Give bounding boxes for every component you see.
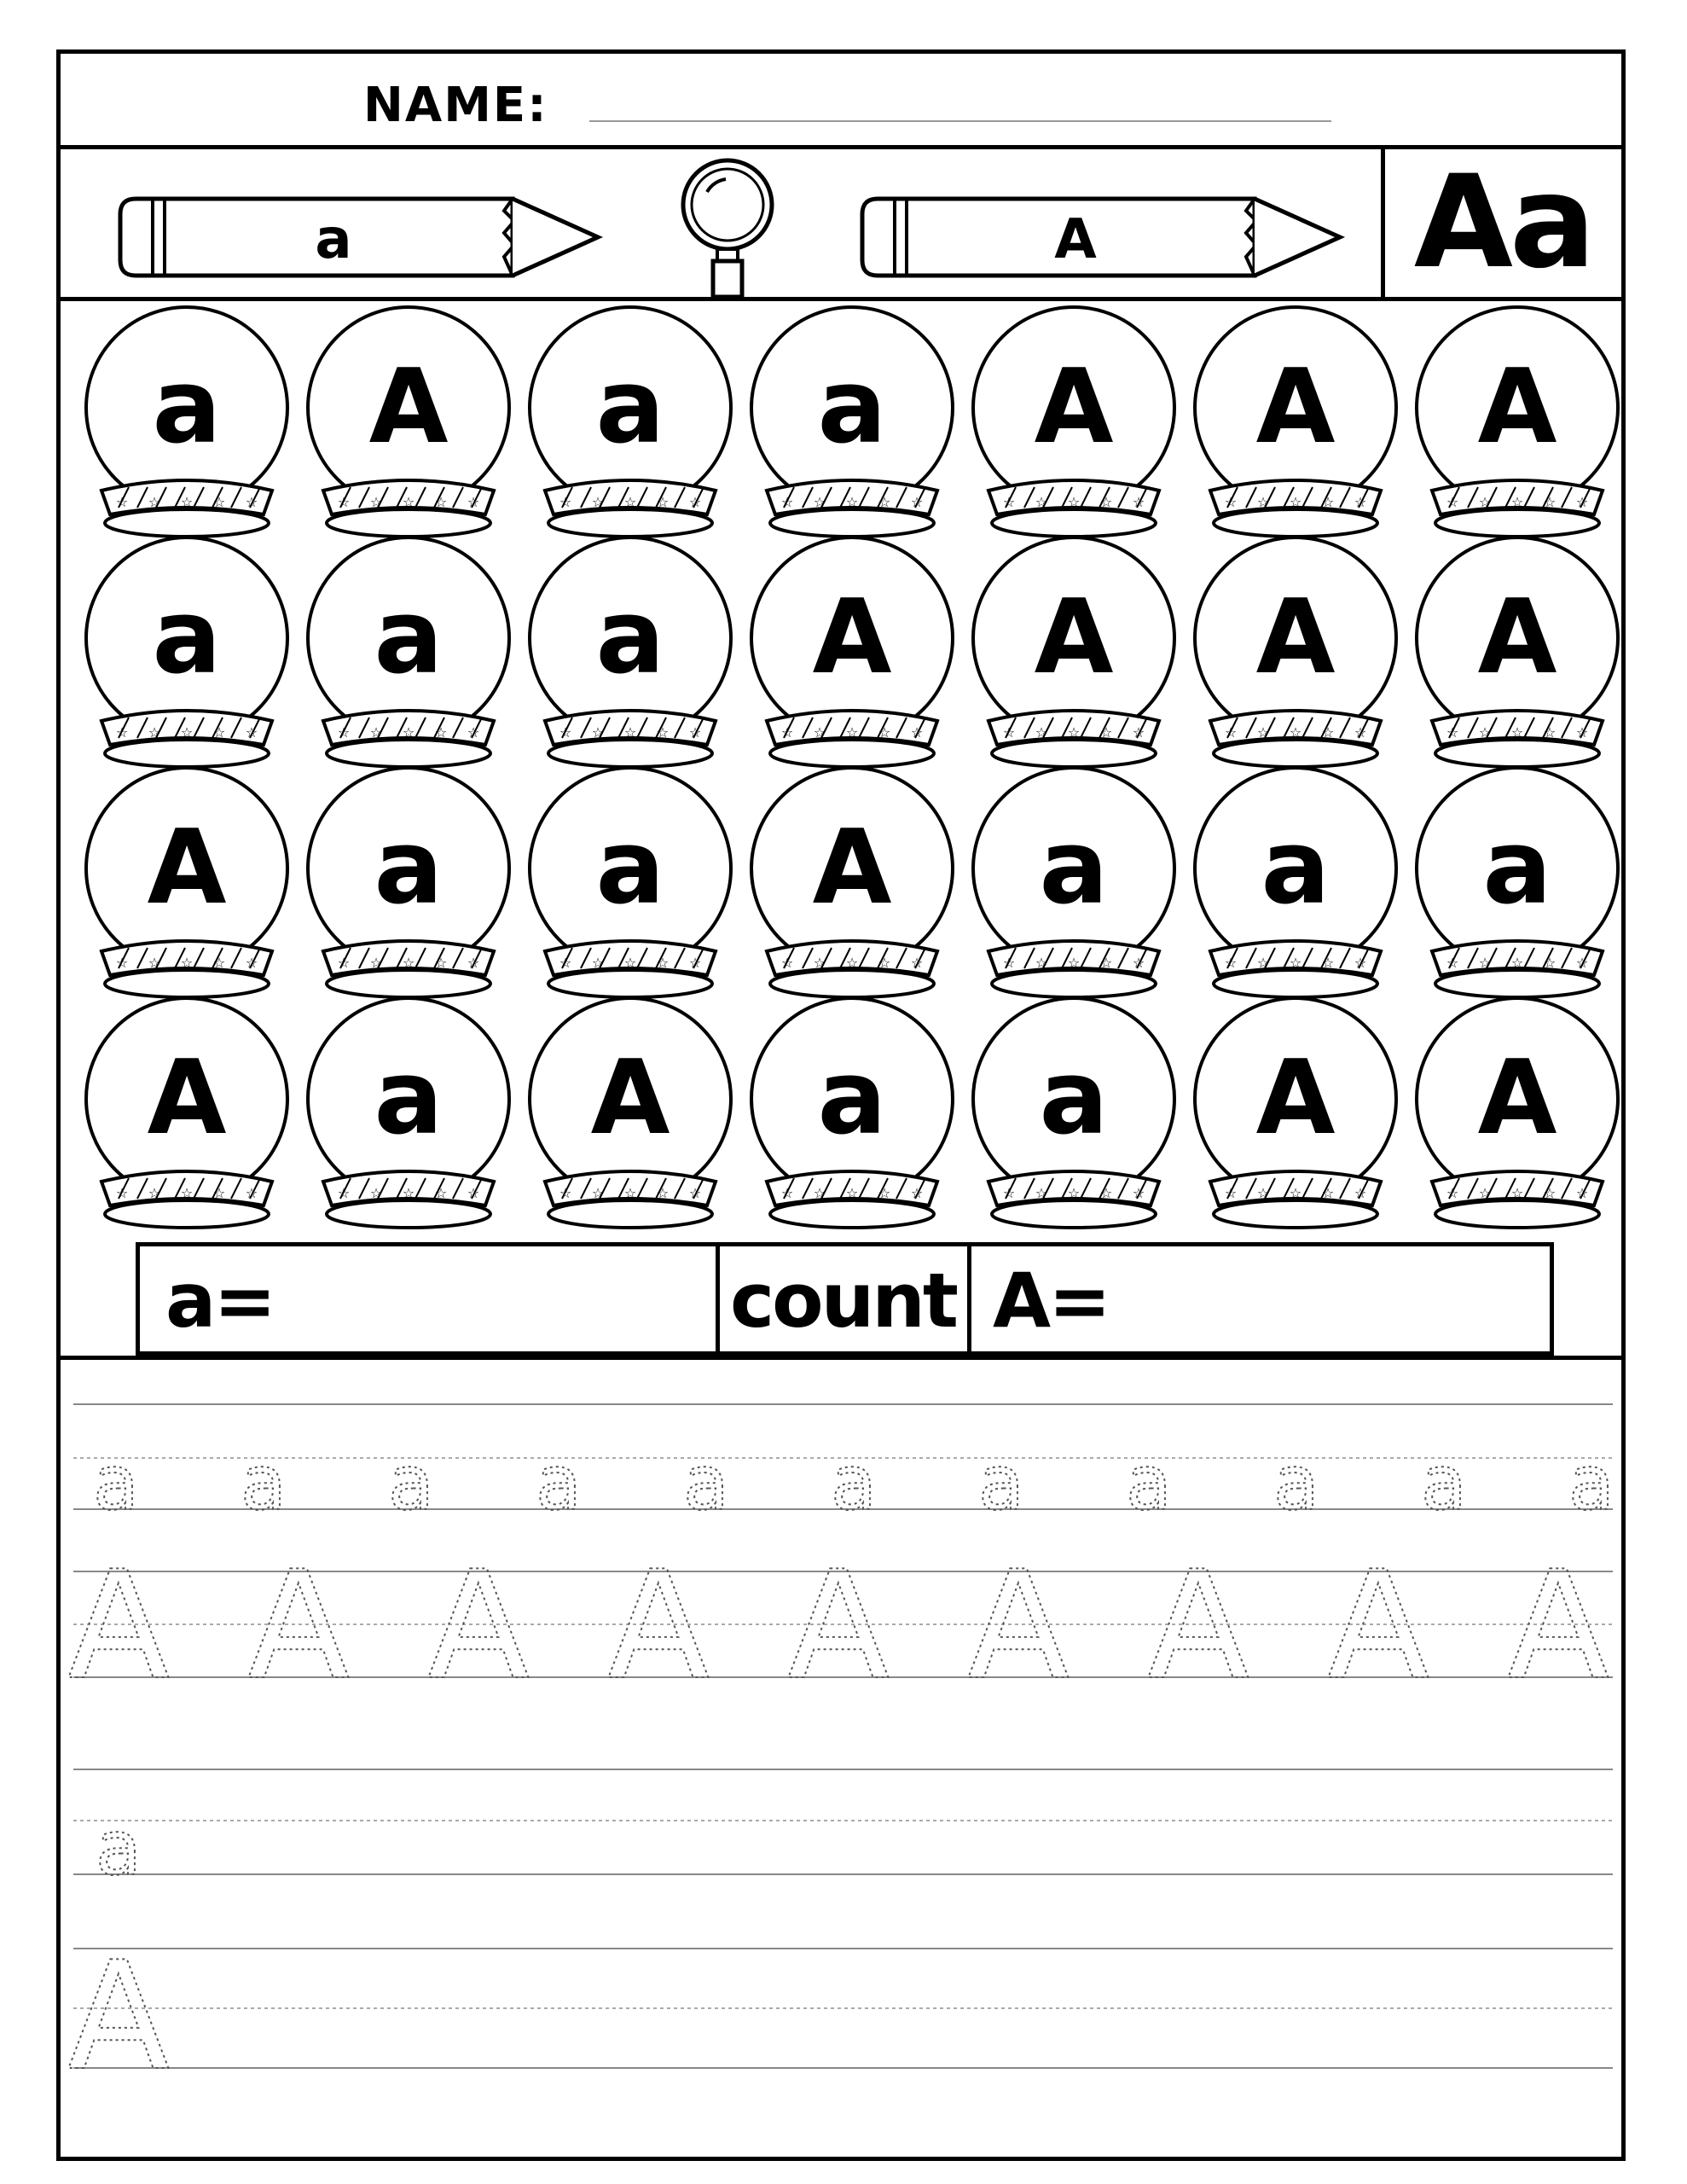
globe-base-rim (1214, 970, 1377, 997)
trace-letter-lower: a (388, 1439, 434, 1527)
trace-letter-upper: A (427, 1540, 530, 1713)
star-icon: ☆ (1575, 955, 1589, 971)
star-icon: ☆ (1289, 1185, 1302, 1201)
star-icon: ☆ (813, 724, 826, 741)
star-icon: ☆ (148, 1185, 161, 1201)
globe-base-rim (327, 1200, 490, 1228)
star-icon: ☆ (369, 724, 383, 741)
star-icon: ☆ (115, 1185, 129, 1201)
star-icon: ☆ (1575, 494, 1589, 510)
star-icon: ☆ (1099, 955, 1113, 971)
globe-letter: a (817, 348, 887, 467)
snow-globe[interactable] (308, 768, 509, 997)
trace-letter-lower: a (1421, 1439, 1467, 1527)
globe-letter: A (590, 1039, 670, 1158)
snow-globe[interactable] (530, 998, 731, 1228)
star-icon: ☆ (1256, 494, 1270, 510)
star-icon: ☆ (1354, 724, 1367, 741)
star-icon: ☆ (212, 1185, 226, 1201)
snow-globe[interactable] (1195, 768, 1396, 997)
trace-letter-lower: a (536, 1439, 582, 1527)
star-icon: ☆ (559, 494, 572, 510)
star-icon: ☆ (656, 955, 670, 971)
star-icon: ☆ (1289, 494, 1302, 510)
globe-letter: A (147, 1039, 227, 1158)
star-icon: ☆ (245, 955, 258, 971)
snow-globe[interactable] (1195, 998, 1396, 1228)
worksheet (56, 49, 1626, 2161)
globe-letter: a (374, 809, 443, 927)
star-icon: ☆ (1354, 494, 1367, 510)
globe-letter: A (812, 809, 892, 927)
star-icon: ☆ (467, 955, 480, 971)
star-icon: ☆ (245, 1185, 258, 1201)
globe-base-rim (105, 740, 269, 767)
globe-letter: A (812, 578, 892, 697)
star-icon: ☆ (467, 494, 480, 510)
trace-letter-lower: a (93, 1439, 139, 1527)
trace-letter-lower: a (1273, 1439, 1319, 1527)
globe-base-rim (1435, 1200, 1599, 1228)
star-icon: ☆ (591, 494, 605, 510)
globe-letter: A (1477, 1039, 1557, 1158)
star-icon: ☆ (780, 494, 794, 510)
uppercase-count-field[interactable] (971, 1246, 1551, 1351)
trace-letter-lower: a (683, 1439, 729, 1527)
snow-globe-grid (61, 301, 1621, 1240)
star-icon: ☆ (1510, 724, 1524, 741)
count-label: count (730, 1257, 956, 1345)
snow-globe[interactable] (973, 998, 1174, 1228)
star-icon: ☆ (591, 1185, 605, 1201)
snow-globe[interactable] (1195, 307, 1396, 537)
star-icon: ☆ (780, 724, 794, 741)
globe-letter: A (1255, 1039, 1336, 1158)
name-input-line[interactable] (589, 120, 1331, 122)
globe-letter: a (1039, 1039, 1109, 1158)
star-icon: ☆ (910, 1185, 924, 1201)
globe-letter: A (1034, 578, 1114, 697)
star-icon: ☆ (1543, 494, 1557, 510)
star-icon: ☆ (180, 955, 194, 971)
star-icon: ☆ (1132, 494, 1145, 510)
count-label-cell (720, 1246, 971, 1351)
snow-globe[interactable] (86, 537, 287, 767)
star-icon: ☆ (148, 955, 161, 971)
trace-letter-lower: a (241, 1439, 287, 1527)
star-icon: ☆ (1224, 1185, 1238, 1201)
star-icon: ☆ (369, 1185, 383, 1201)
star-icon: ☆ (1478, 724, 1492, 741)
globe-letter: a (1039, 809, 1109, 927)
star-icon: ☆ (559, 724, 572, 741)
star-icon: ☆ (1354, 955, 1367, 971)
star-icon: ☆ (337, 955, 351, 971)
globe-base-rim (548, 509, 712, 537)
header-row (61, 149, 1621, 301)
header-illustrations (61, 149, 1381, 297)
globe-base-rim (1435, 509, 1599, 537)
star-icon: ☆ (1478, 494, 1492, 510)
globe-letter: A (147, 809, 227, 927)
trace-letter-upper: A (787, 1540, 890, 1713)
star-icon: ☆ (1321, 955, 1335, 971)
star-icon: ☆ (1067, 494, 1081, 510)
star-icon: ☆ (1256, 955, 1270, 971)
globe-base-rim (1214, 1200, 1377, 1228)
star-icon: ☆ (402, 494, 415, 510)
globe-base-rim (1435, 740, 1599, 767)
star-icon: ☆ (878, 955, 891, 971)
star-icon: ☆ (656, 494, 670, 510)
snow-globe[interactable] (751, 537, 953, 767)
star-icon: ☆ (1289, 955, 1302, 971)
star-icon: ☆ (1321, 1185, 1335, 1201)
trace-letter-upper: A (67, 1540, 170, 1713)
snow-globe[interactable] (973, 768, 1174, 997)
star-icon: ☆ (780, 1185, 794, 1201)
star-icon: ☆ (845, 494, 859, 510)
star-icon: ☆ (780, 955, 794, 971)
star-icon: ☆ (467, 1185, 480, 1201)
star-icon: ☆ (402, 1185, 415, 1201)
trace-letter-upper: A (67, 1931, 170, 2104)
star-icon: ☆ (245, 724, 258, 741)
star-icon: ☆ (1543, 1185, 1557, 1201)
globe-base-rim (992, 509, 1156, 537)
snow-globe[interactable] (308, 537, 509, 767)
star-icon: ☆ (1067, 1185, 1081, 1201)
star-icon: ☆ (1067, 955, 1081, 971)
star-icon: ☆ (1543, 955, 1557, 971)
snow-globe[interactable] (751, 768, 953, 997)
pencil-icon (862, 199, 1340, 276)
star-icon: ☆ (337, 1185, 351, 1201)
globe-letter: a (595, 578, 665, 697)
uppercase-count-label: A= (993, 1257, 1109, 1345)
star-icon: ☆ (1132, 955, 1145, 971)
trace-letter-upper: A (1147, 1540, 1249, 1713)
globe-base-rim (1214, 509, 1377, 537)
star-icon: ☆ (1224, 724, 1238, 741)
big-letters: Aa (1413, 148, 1593, 297)
star-icon: ☆ (1035, 724, 1048, 741)
snow-globe[interactable] (1417, 537, 1618, 767)
globe-base-rim (992, 970, 1156, 997)
globe-base-rim (548, 970, 712, 997)
star-icon: ☆ (1256, 1185, 1270, 1201)
snow-globe[interactable] (1417, 768, 1618, 997)
globe-base-rim (327, 509, 490, 537)
star-icon: ☆ (1002, 494, 1016, 510)
globe-letter: a (817, 1039, 887, 1158)
star-icon: ☆ (434, 494, 448, 510)
globe-letter: a (595, 348, 665, 467)
globe-base-rim (105, 1200, 269, 1228)
globe-base-rim (327, 970, 490, 997)
globe-base-rim (770, 970, 934, 997)
globe-base-rim (548, 1200, 712, 1228)
globe-letter: a (152, 348, 222, 467)
star-icon: ☆ (1099, 1185, 1113, 1201)
globe-base-rim (327, 740, 490, 767)
snow-globe[interactable] (86, 998, 287, 1228)
globe-letter: a (152, 578, 222, 697)
trace-letter-upper: A (247, 1540, 350, 1713)
snow-globe[interactable] (1417, 998, 1618, 1228)
star-icon: ☆ (1446, 494, 1459, 510)
tracing-area[interactable] (61, 1360, 1621, 2153)
star-icon: ☆ (1002, 1185, 1016, 1201)
star-icon: ☆ (212, 724, 226, 741)
name-label: NAME: (363, 78, 548, 133)
star-icon: ☆ (1446, 724, 1459, 741)
star-icon: ☆ (245, 494, 258, 510)
star-icon: ☆ (591, 724, 605, 741)
star-icon: ☆ (212, 955, 226, 971)
trace-letter-upper: A (1507, 1540, 1609, 1713)
trace-letter-lower: a (1126, 1439, 1172, 1527)
globe-letter: a (374, 578, 443, 697)
snow-globe[interactable] (530, 537, 731, 767)
globe-letter: A (1255, 578, 1336, 697)
star-icon: ☆ (1067, 724, 1081, 741)
star-icon: ☆ (1035, 955, 1048, 971)
snow-globe[interactable] (86, 307, 287, 537)
star-icon: ☆ (623, 494, 637, 510)
snow-globe[interactable] (751, 998, 953, 1228)
star-icon: ☆ (845, 955, 859, 971)
star-icon: ☆ (623, 955, 637, 971)
star-icon: ☆ (467, 724, 480, 741)
star-icon: ☆ (656, 1185, 670, 1201)
globe-base-rim (105, 509, 269, 537)
globe-letter: A (1477, 348, 1557, 467)
star-icon: ☆ (1256, 724, 1270, 741)
name-row (61, 54, 1621, 149)
globe-base-rim (105, 970, 269, 997)
star-icon: ☆ (1446, 1185, 1459, 1201)
star-icon: ☆ (1035, 1185, 1048, 1201)
star-icon: ☆ (1354, 1185, 1367, 1201)
star-icon: ☆ (1132, 1185, 1145, 1201)
star-icon: ☆ (148, 724, 161, 741)
globe-base-rim (770, 1200, 934, 1228)
star-icon: ☆ (910, 494, 924, 510)
trace-letter-lower: a (831, 1439, 877, 1527)
star-icon: ☆ (1035, 494, 1048, 510)
star-icon: ☆ (212, 494, 226, 510)
star-icon: ☆ (1446, 955, 1459, 971)
star-icon: ☆ (688, 955, 702, 971)
globe-base-rim (992, 740, 1156, 767)
star-icon: ☆ (1099, 494, 1113, 510)
star-icon: ☆ (623, 1185, 637, 1201)
star-icon: ☆ (434, 1185, 448, 1201)
star-icon: ☆ (623, 724, 637, 741)
star-icon: ☆ (402, 955, 415, 971)
globe-letter: A (1034, 348, 1114, 467)
snow-globe[interactable] (973, 537, 1174, 767)
star-icon: ☆ (656, 724, 670, 741)
trace-letter-lower: a (1568, 1439, 1615, 1527)
star-icon: ☆ (1510, 955, 1524, 971)
star-icon: ☆ (115, 955, 129, 971)
star-icon: ☆ (845, 724, 859, 741)
star-icon: ☆ (688, 494, 702, 510)
snow-globe[interactable] (86, 768, 287, 997)
star-icon: ☆ (910, 955, 924, 971)
star-icon: ☆ (337, 494, 351, 510)
star-icon: ☆ (1224, 494, 1238, 510)
star-icon: ☆ (559, 1185, 572, 1201)
globe-letter: a (595, 809, 665, 927)
count-box (136, 1242, 1554, 1356)
star-icon: ☆ (688, 724, 702, 741)
star-icon: ☆ (1224, 955, 1238, 971)
star-icon: ☆ (1510, 494, 1524, 510)
star-icon: ☆ (688, 1185, 702, 1201)
star-icon: ☆ (845, 1185, 859, 1201)
star-icon: ☆ (591, 955, 605, 971)
star-icon: ☆ (878, 1185, 891, 1201)
star-icon: ☆ (180, 724, 194, 741)
globe-base-rim (1214, 740, 1377, 767)
star-icon: ☆ (115, 494, 129, 510)
snow-globe[interactable] (308, 307, 509, 537)
star-icon: ☆ (813, 494, 826, 510)
pencil-icon (120, 199, 598, 276)
trace-letter-upper: A (1327, 1540, 1429, 1713)
globe-base-rim (770, 740, 934, 767)
globe-letter: a (374, 1039, 443, 1158)
globe-base-rim (1435, 970, 1599, 997)
magnifying-glass-icon (683, 160, 772, 297)
globe-base-rim (770, 509, 934, 537)
star-icon: ☆ (337, 724, 351, 741)
star-icon: ☆ (1099, 724, 1113, 741)
star-icon: ☆ (1132, 724, 1145, 741)
trace-letter-lower: a (96, 1804, 142, 1892)
snow-globe[interactable] (1195, 537, 1396, 767)
star-icon: ☆ (878, 724, 891, 741)
star-icon: ☆ (1478, 1185, 1492, 1201)
star-icon: ☆ (434, 955, 448, 971)
pencil-left-letter: a (315, 208, 352, 271)
star-icon: ☆ (1575, 724, 1589, 741)
snow-globe[interactable] (751, 307, 953, 537)
lowercase-count-label: a= (165, 1257, 275, 1345)
globe-letter: a (1482, 809, 1552, 927)
snow-globe[interactable] (973, 307, 1174, 537)
star-icon: ☆ (1321, 724, 1335, 741)
star-icon: ☆ (1478, 955, 1492, 971)
lowercase-count-field[interactable] (140, 1246, 720, 1351)
star-icon: ☆ (878, 494, 891, 510)
star-icon: ☆ (559, 955, 572, 971)
star-icon: ☆ (115, 724, 129, 741)
star-icon: ☆ (1002, 955, 1016, 971)
globe-base-rim (548, 740, 712, 767)
snow-globe[interactable] (530, 307, 731, 537)
big-letter-box (1381, 149, 1621, 297)
trace-letter-upper: A (967, 1540, 1070, 1713)
star-icon: ☆ (180, 494, 194, 510)
star-icon: ☆ (1289, 724, 1302, 741)
star-icon: ☆ (1510, 1185, 1524, 1201)
pencil-right-letter: A (1054, 208, 1097, 271)
snow-globe[interactable] (1417, 307, 1618, 537)
globe-letter: A (368, 348, 449, 467)
trace-letter-upper: A (607, 1540, 710, 1713)
globe-letter: A (1255, 348, 1336, 467)
globe-letter: A (1477, 578, 1557, 697)
globe-base-rim (992, 1200, 1156, 1228)
star-icon: ☆ (1002, 724, 1016, 741)
snow-globe[interactable] (530, 768, 731, 997)
globe-letter: a (1261, 809, 1330, 927)
trace-letter-lower: a (978, 1439, 1024, 1527)
star-icon: ☆ (148, 494, 161, 510)
snow-globe[interactable] (308, 998, 509, 1228)
star-icon: ☆ (369, 494, 383, 510)
star-icon: ☆ (813, 1185, 826, 1201)
star-icon: ☆ (180, 1185, 194, 1201)
star-icon: ☆ (434, 724, 448, 741)
star-icon: ☆ (1575, 1185, 1589, 1201)
star-icon: ☆ (1543, 724, 1557, 741)
star-icon: ☆ (813, 955, 826, 971)
star-icon: ☆ (910, 724, 924, 741)
star-icon: ☆ (1321, 494, 1335, 510)
star-icon: ☆ (369, 955, 383, 971)
star-icon: ☆ (402, 724, 415, 741)
